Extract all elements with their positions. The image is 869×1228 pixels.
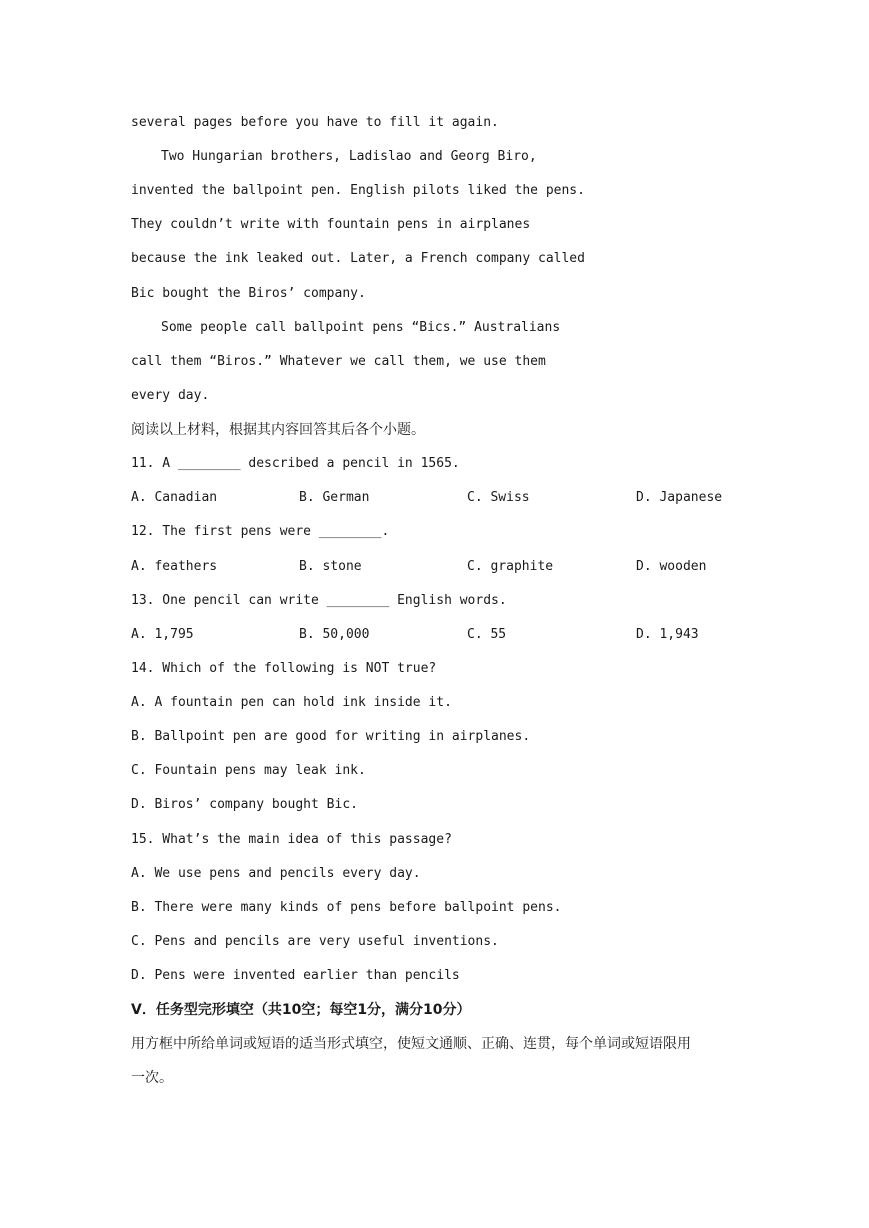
passage-line: every day. [131,388,210,403]
question-stem: 15. What’s the main idea of this passage? [131,832,452,847]
question-stem: 13. One pencil can write ________ English words. [131,593,507,608]
option-d: D. 1,943 [636,627,699,642]
option-b: B. There were many kinds of pens before ballpoint pens. [131,900,562,915]
section-heading: V．任务型完形填空（共10空；每空1分，满分10分） [131,1002,471,1018]
section-instruction: 用方框中所给单词或短语的适当形式填空，使短文通顺、正确、连贯，每个单词或短语限用 [131,1036,691,1052]
option-d: D. wooden [636,559,707,574]
option-a: A. A fountain pen can hold ink inside it. [131,695,452,710]
passage-line: several pages before you have to fill it again. [131,115,499,130]
option-d: D. Japanese [636,490,723,505]
passage-line: invented the ballpoint pen. English pilots liked the pens. [131,183,585,198]
passage-line: because the ink leaked out. Later, a French company called [131,251,585,266]
option-c: C. Swiss [467,490,530,505]
reading-instruction: 阅读以上材料，根据其内容回答其后各个小题。 [131,422,425,438]
option-c: C. Fountain pens may leak ink. [131,763,366,778]
option-a: A. 1,795 [131,627,194,642]
option-c: C. Pens and pencils are very useful inventions. [131,934,499,949]
option-b: B. stone [299,559,362,574]
option-d: D. Biros’ company bought Bic. [131,797,358,812]
section-instruction: 一次。 [131,1070,173,1086]
option-d: D. Pens were invented earlier than pencils [131,968,460,983]
question-stem: 14. Which of the following is NOT true? [131,661,437,676]
option-a: A. Canadian [131,490,218,505]
option-c: C. graphite [467,559,554,574]
option-b: B. 50,000 [299,627,370,642]
passage-line: Bic bought the Biros’ company. [131,286,366,301]
option-c: C. 55 [467,627,507,642]
option-a: A. We use pens and pencils every day. [131,866,421,881]
passage-line: Two Hungarian brothers, Ladislao and Georg Biro, [161,149,537,164]
question-stem: 11. A ________ described a pencil in 1565. [131,456,460,471]
question-stem: 12. The first pens were ________. [131,524,390,539]
option-b: B. German [299,490,370,505]
passage-line: call them “Biros.” Whatever we call them, we use them [131,354,546,369]
option-b: B. Ballpoint pen are good for writing in airplanes. [131,729,531,744]
passage-line: Some people call ballpoint pens “Bics.” Australians [161,320,561,335]
passage-line: They couldn’t write with fountain pens in airplanes [131,217,531,232]
option-a: A. feathers [131,559,218,574]
